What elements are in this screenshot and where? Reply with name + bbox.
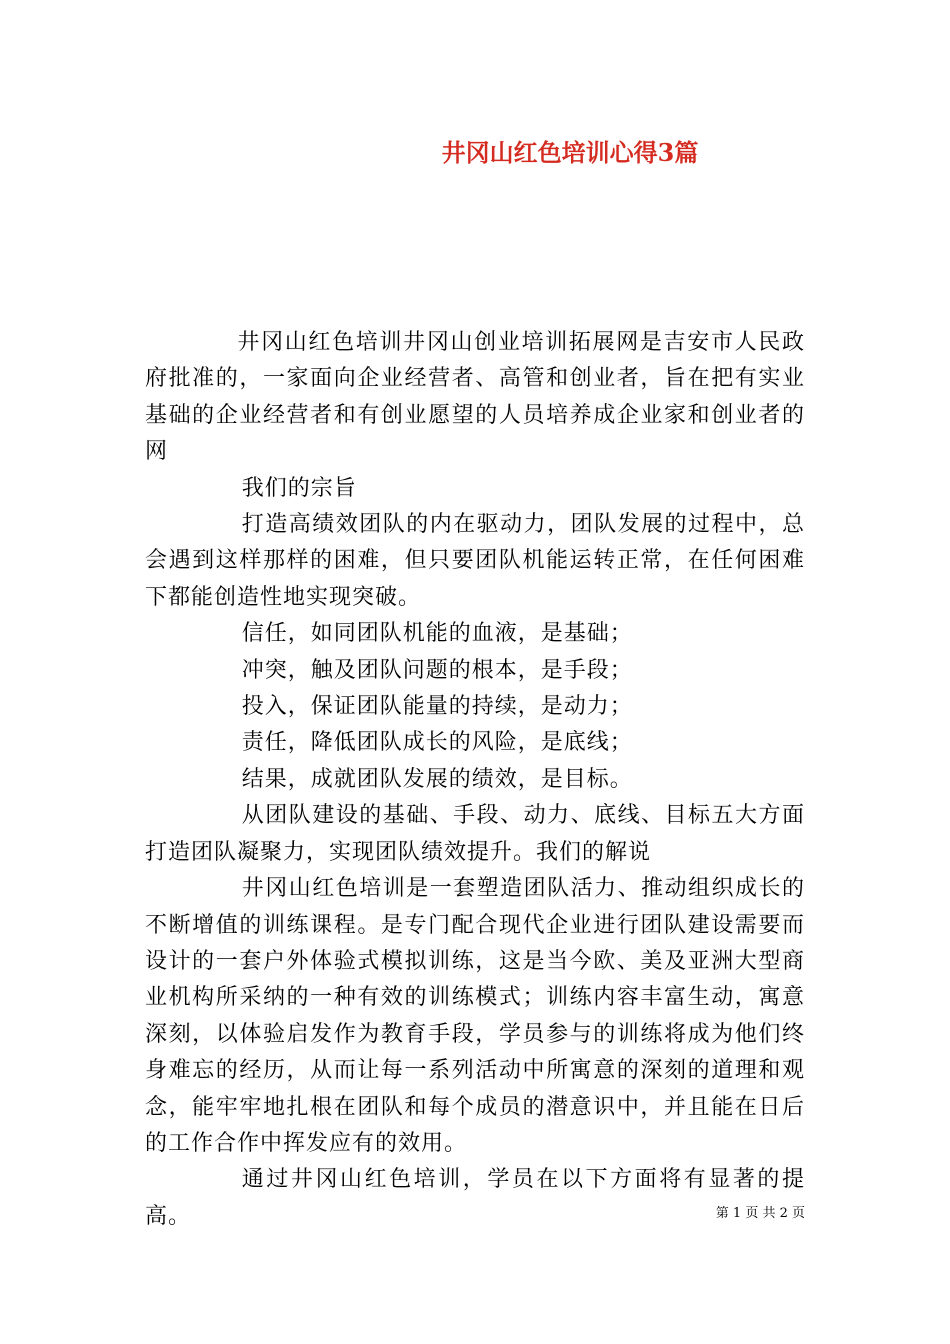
list-item: 投入，保证团队能量的持续，是动力；: [241, 694, 633, 720]
paragraph: 打造高绩效团队的内在驱动力，团队发展的过程中，总会遇到这样那样的困难，但只要团队机能运转正常，在任何困难下都能创造性地实现突破。: [145, 512, 805, 610]
section-heading: 我们的宗旨: [241, 475, 357, 501]
paragraph: 从团队建设的基础、手段、动力、底线、目标五大方面打造团队凝聚力，实现团队绩效提升。我们的解说: [145, 803, 805, 865]
paragraph: 井冈山红色培训是一套塑造团队活力、推动组织成长的不断增值的训练课程。是专门配合现代企业进行团队建设需要而设计的一套户外体验式模拟训练，这是当今欧、美及亚洲大型商业机构所采纳的一种有效的训练模式；训练内容丰富生动，寓意深刻，以体验启发作为教育手段，学员参与的训练将成为他们终身难忘的经历，从而让每一系列活动中所寓意的深刻的道理和观念，能牢牢地扎根在团队和每个成员的潜意识中，并且能在日后的工作合作中挥发应有的效用。: [145, 876, 805, 1156]
list-item: 冲突，触及团队问题的根本，是手段；: [241, 657, 633, 683]
list-item: 责任，降低团队成长的风险，是底线；: [241, 730, 633, 756]
list-item: 信任，如同团队机能的血液，是基础；: [241, 621, 633, 647]
paragraph: 通过井冈山红色培训，学员在以下方面将有显著的提高。: [145, 1167, 805, 1229]
document-body: [145, 325, 805, 1235]
page-number: 第 1 页 共 2 页: [715, 1206, 805, 1221]
paragraph: 井冈山红色培训井冈山创业培训拓展网是吉安市人民政府批准的，一家面向企业经营者、高管和创业者，旨在把有实业基础的企业经营者和有创业愿望的人员培养成企业家和创业者的网: [145, 330, 805, 465]
document-title: 井冈山红色培训心得3篇: [441, 138, 699, 167]
list-item: 结果，成就团队发展的绩效，是目标。: [241, 766, 633, 792]
